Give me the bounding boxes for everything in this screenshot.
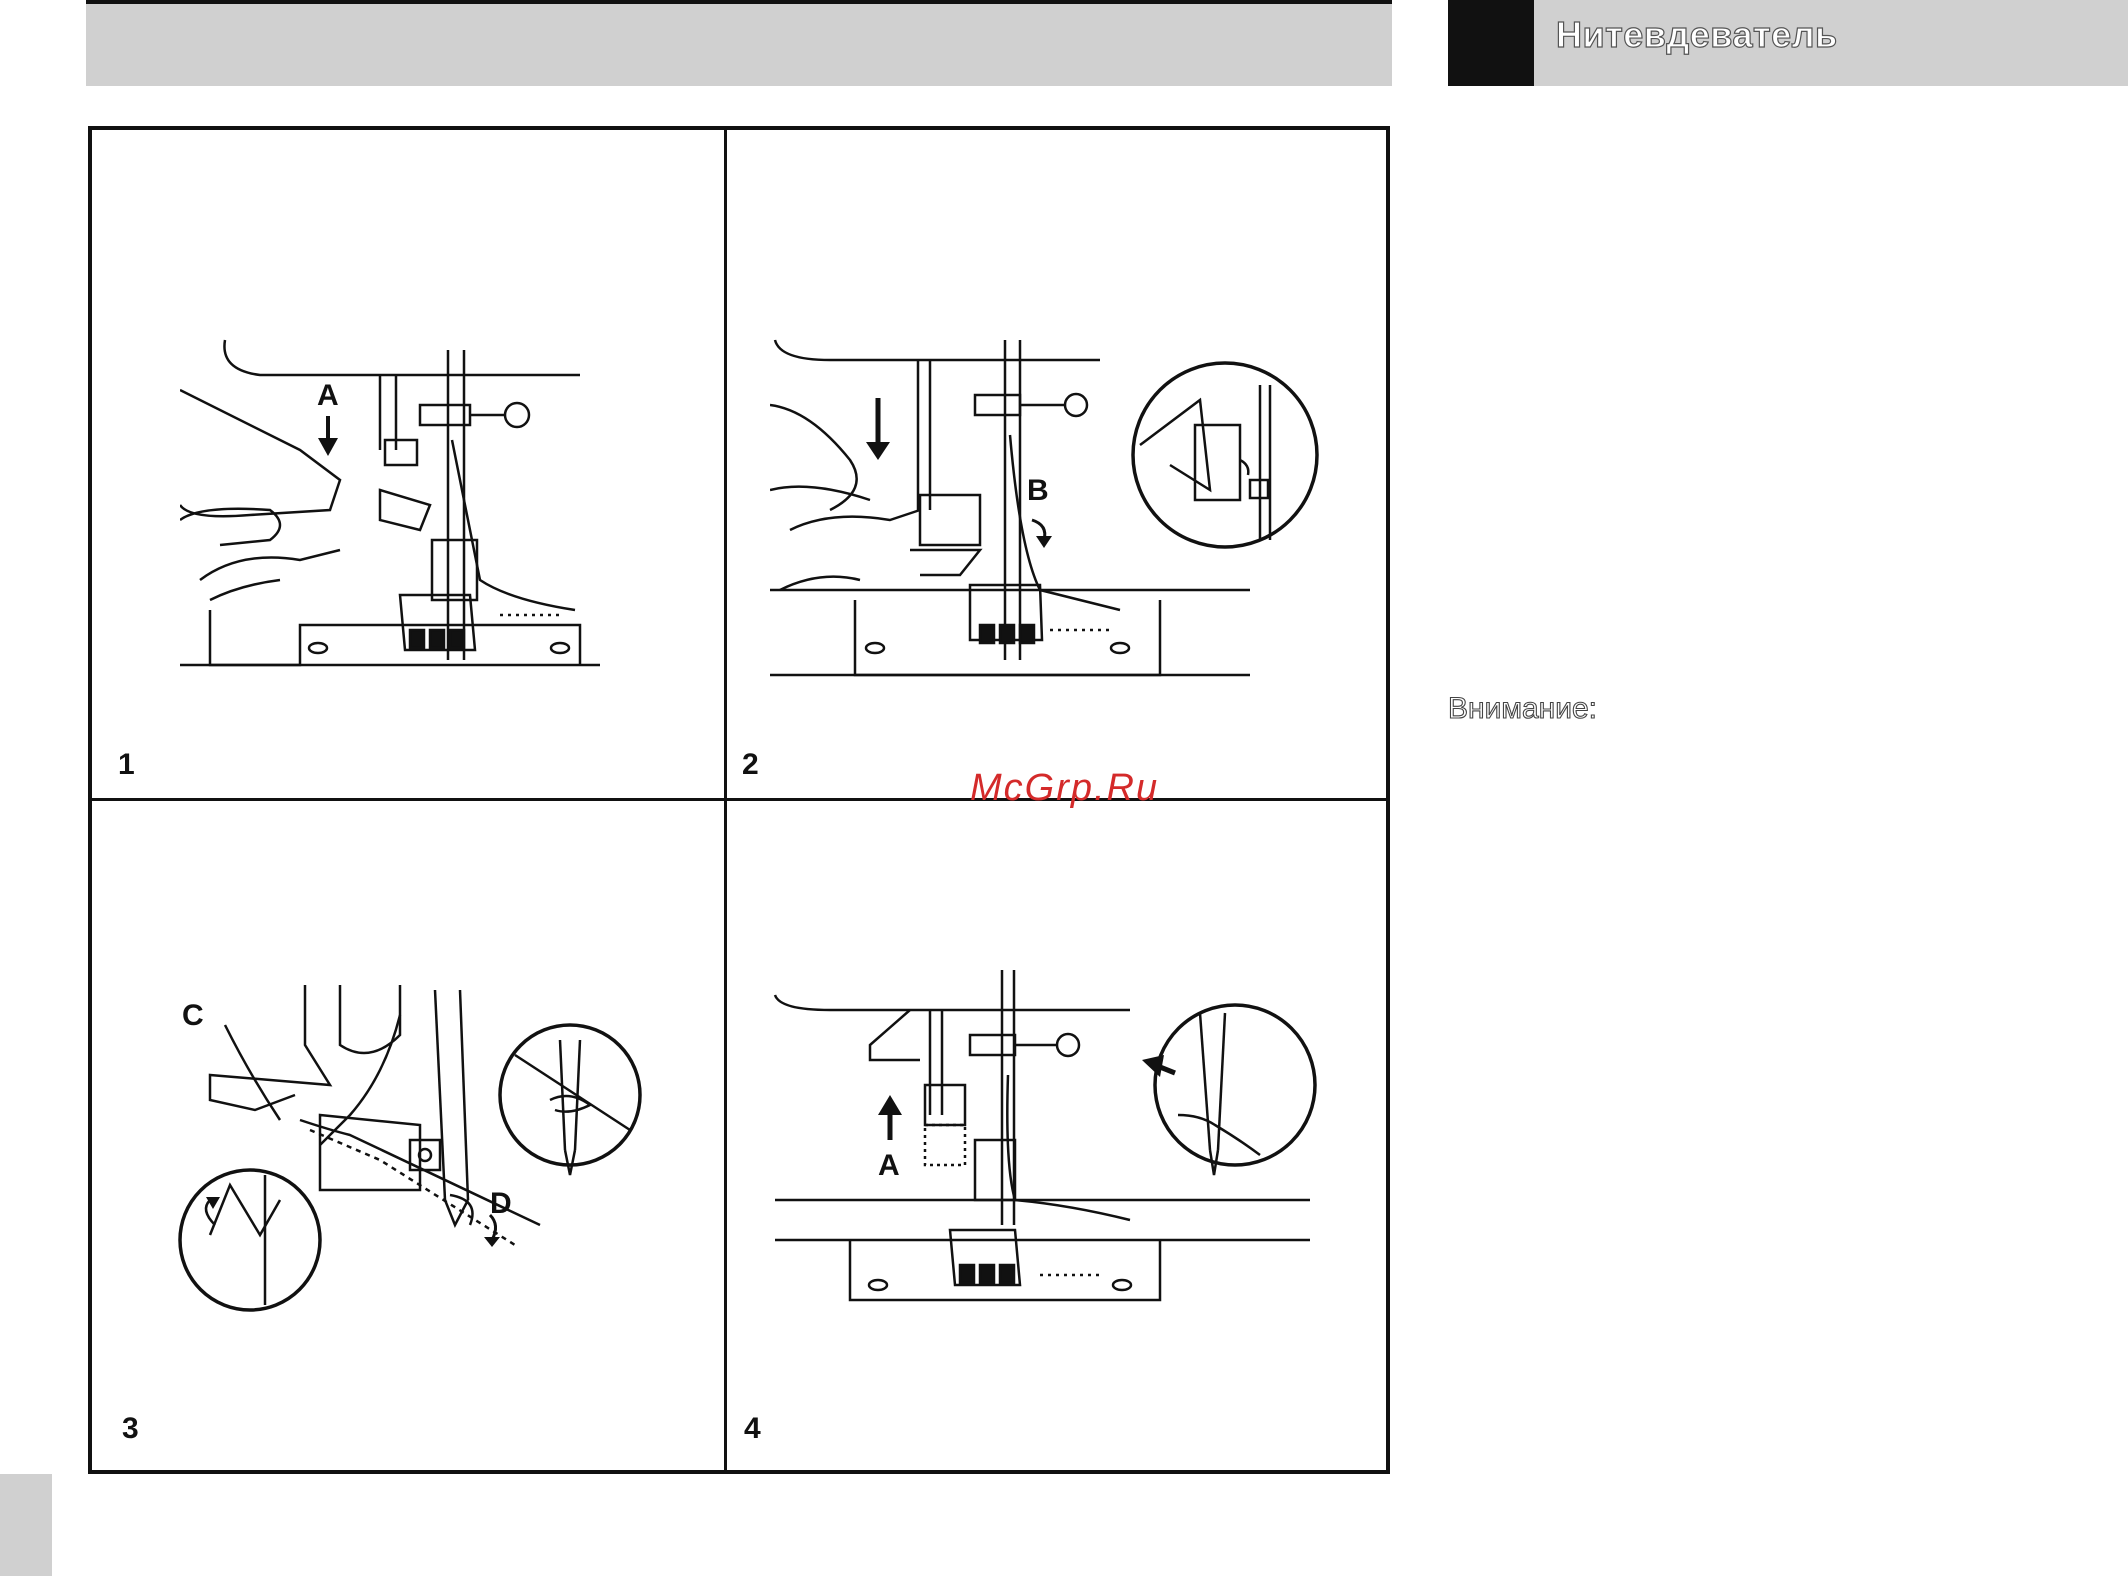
grid-divider-horizontal	[88, 798, 1390, 801]
panel-1-label-a: A	[317, 379, 339, 412]
panel-3-illustration	[170, 985, 670, 1325]
panel-1-illustration	[180, 330, 600, 690]
panel-3-label-d: D	[490, 1187, 512, 1220]
attention-label: Внимание:	[1448, 692, 1597, 725]
section-title: Нитевдеватель	[1556, 14, 1838, 55]
page-tab	[0, 1474, 52, 1576]
panel-2-label-b: B	[1027, 474, 1049, 507]
left-header-bar	[86, 0, 1392, 86]
watermark-text: McGrp.Ru	[970, 767, 1160, 809]
panel-3-label-c: C	[182, 999, 204, 1032]
panel-2-illustration	[770, 330, 1340, 690]
panel-4-illustration	[770, 965, 1340, 1325]
panel-3-number: 3	[122, 1412, 139, 1445]
panel-4-number: 4	[744, 1412, 761, 1445]
panel-2-number: 2	[742, 748, 759, 781]
panel-4-label-a: A	[878, 1149, 900, 1182]
panel-1-number: 1	[118, 748, 135, 781]
section-header-marker	[1448, 0, 1534, 86]
